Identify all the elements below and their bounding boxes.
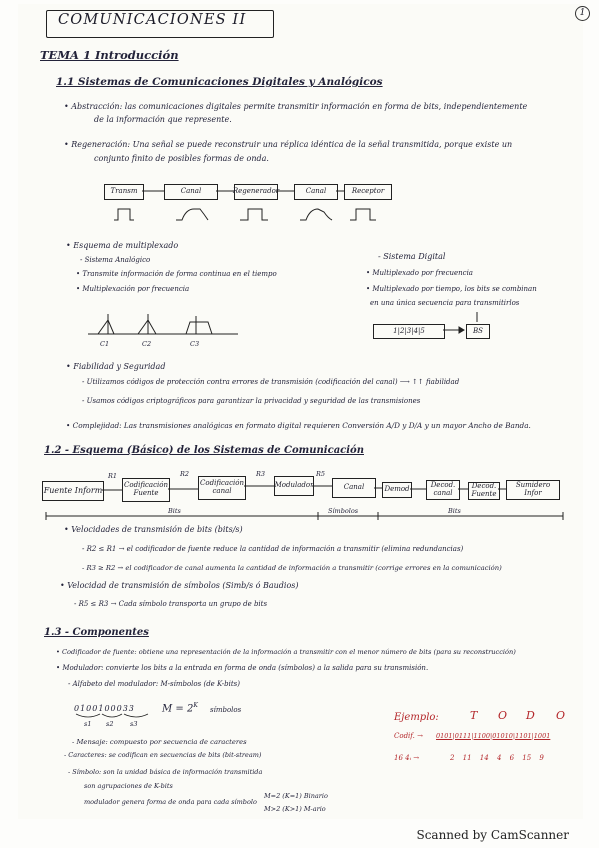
block-canal: Canal	[332, 478, 376, 498]
vel-simb-line-1: - R5 ≤ R3 → Cada símbolo transporta un grupo de bits	[74, 600, 268, 608]
regeneracion-line-2: conjunto finito de posibles formas de onda.	[94, 154, 269, 163]
freq-label-c1: C1	[100, 340, 110, 348]
tdm-sequence-box: 1|2|3|4|5	[373, 324, 445, 339]
base16-label: 16 4ᵢ →	[394, 754, 420, 762]
cod-fuente-line: • Codificador de fuente: obtiene una representación de la información a transmitir con el menor número de bits (para su reconstrucción)	[56, 648, 516, 656]
fiabilidad-heading: • Fiabilidad y Seguridad	[66, 362, 166, 371]
m-unit: símbolos	[210, 706, 242, 714]
rate-r1: R1	[108, 472, 118, 480]
block-canal-2: Canal	[294, 184, 338, 200]
digital-line-1: • Multiplexado por frecuencia	[366, 269, 473, 277]
analog-line-1: • Transmite información de forma continua en el tiempo	[76, 270, 277, 278]
sub-label-s1: s1	[84, 720, 92, 728]
block-demod: Demod	[382, 482, 412, 498]
mario-line: M>2 (K>1) M-ario	[264, 805, 326, 813]
digital-title: - Sistema Digital	[378, 252, 446, 261]
block-cod-fuente: Codificación Fuente	[122, 478, 170, 502]
simbolos-label: Símbolos	[328, 507, 359, 515]
simbolo-line-2: son agrupaciones de K-bits	[84, 782, 173, 790]
mensaje-line: - Mensaje: compuesto por secuencia de caracteres	[72, 738, 247, 746]
rate-r3: R3	[256, 470, 266, 478]
block-fuente-inform: Fuente Inform	[42, 481, 104, 501]
section-1-1-heading: 1.1 Sistemas de Comunicaciones Digitales y Analógicos	[56, 76, 383, 88]
freq-label-c2: C2	[142, 340, 152, 348]
regeneracion-line-1: • Regeneración: Una señal se puede reconstruir una réplica idéntica de la señal transmitida, porque existe un	[64, 140, 513, 149]
page-title: COMUNICACIONES II	[58, 12, 247, 28]
section-1-3-heading: 1.3 - Componentes	[44, 627, 149, 638]
vel-bits-line-1: - R2 ≤ R1 → el codificador de fuente reduce la cantidad de información a transmitir (elimina redundancias)	[82, 545, 464, 553]
block-transmisor: Transm	[104, 184, 144, 200]
base16-values: 2 11 14 4 6 15 9	[450, 754, 544, 762]
vel-bits-line-2: - R3 ≥ R2 → el codificador de canal aumenta la cantidad de información a transmitir (corrige errores en la comunicación)	[82, 564, 502, 572]
complejidad-line: • Complejidad: Las transmisiones analógicas en formato digital requieren Conversión A/D y D/A y un mayor Ancho de Banda.	[66, 421, 531, 430]
abstraccion-line-2: de la información que represente.	[94, 115, 232, 124]
fiabilidad-line-2: - Usamos códigos criptográficos para garantizar la privacidad y seguridad de las transmisiones	[82, 397, 421, 405]
digital-line-2: • Multiplexado por tiempo, los bits se combinan	[366, 285, 537, 293]
bits-label: Bits	[168, 507, 181, 515]
vel-simb-heading: • Velocidad de transmisión de símbolos (Simb/s ó Baudios)	[60, 581, 299, 590]
block-regenerador: Regenerador	[234, 184, 278, 200]
fiabilidad-line-1: - Utilizamos códigos de protección contra errores de transmisión (codificación del canal) ⟶ ↑↑ fiabilidad	[82, 378, 460, 386]
block-sumidero: Sumidero Infor	[506, 480, 560, 500]
block-decod-fuente: Decod. Fuente	[468, 482, 500, 500]
binario-line: M=2 (K=1) Binario	[264, 792, 328, 800]
ejemplo-letter-2: O	[498, 709, 508, 722]
bits-example: 0100100033	[74, 704, 135, 713]
codif-label: Codif. →	[394, 732, 423, 740]
ejemplo-letter-4: O	[556, 709, 566, 722]
section-1-2-heading: 1.2 - Esquema (Básico) de los Sistemas de Comunicación	[44, 445, 364, 456]
digital-line-3: en una única secuencia para transmitirlos	[370, 299, 520, 307]
alfabeto-line: - Alfabeto del modulador: M-símbolos (de K-bits)	[68, 680, 240, 688]
analog-title: - Sistema Analógico	[80, 256, 151, 264]
modulador-onda-line: modulador genera forma de onda para cada símbolo	[84, 798, 257, 806]
sub-label-s3: s3	[130, 720, 138, 728]
modulador-line: • Modulador: convierte los bits a la entrada en forma de onda (símbolos) a la salida para su transmisión.	[56, 664, 429, 672]
simbolo-line-1: - Símbolo: son la unidad básica de información transmitida	[68, 768, 263, 776]
page-number: 1	[575, 6, 590, 21]
m-formula: $M = 2^K$	[162, 702, 198, 715]
block-cod-canal: Codificación canal	[198, 476, 246, 500]
codif-bits: 0101|0111|1100|01010|1101|1001	[436, 732, 551, 740]
freq-label-c3: C3	[190, 340, 200, 348]
ejemplo-label: Ejemplo:	[394, 712, 439, 723]
bs-box: BS	[466, 324, 490, 339]
sub-label-s2: s2	[106, 720, 114, 728]
notebook-page	[18, 4, 586, 819]
tema-heading: TEMA 1 Introducción	[40, 48, 179, 62]
vel-bits-heading: • Velocidades de transmisión de bits (bits/s)	[64, 525, 243, 534]
ejemplo-letter-3: D	[526, 709, 535, 722]
block-decod-canal: Decod. canal	[426, 480, 460, 500]
abstraccion-line-1: • Abstracción: las comunicaciones digitales permite transmitir información en forma de bits, independientemente	[64, 102, 528, 111]
block-canal-1: Canal	[164, 184, 218, 200]
rate-r5: R5	[316, 470, 326, 478]
bits-brackets	[18, 4, 583, 734]
analog-line-2: • Multiplexación por frecuencia	[76, 285, 190, 293]
rate-r2: R2	[180, 470, 190, 478]
caracteres-line: - Caracteres: se codifican en secuencias de bits (bit-stream)	[64, 751, 262, 759]
block-receptor: Receptor	[344, 184, 392, 200]
ejemplo-letter-1: T	[470, 709, 478, 722]
mux-heading: • Esquema de multiplexado	[66, 241, 179, 250]
block-modulador: Modulador	[274, 476, 314, 496]
bits-label-2: Bits	[448, 507, 461, 515]
scanner-footer: Scanned by CamScanner	[416, 828, 569, 842]
